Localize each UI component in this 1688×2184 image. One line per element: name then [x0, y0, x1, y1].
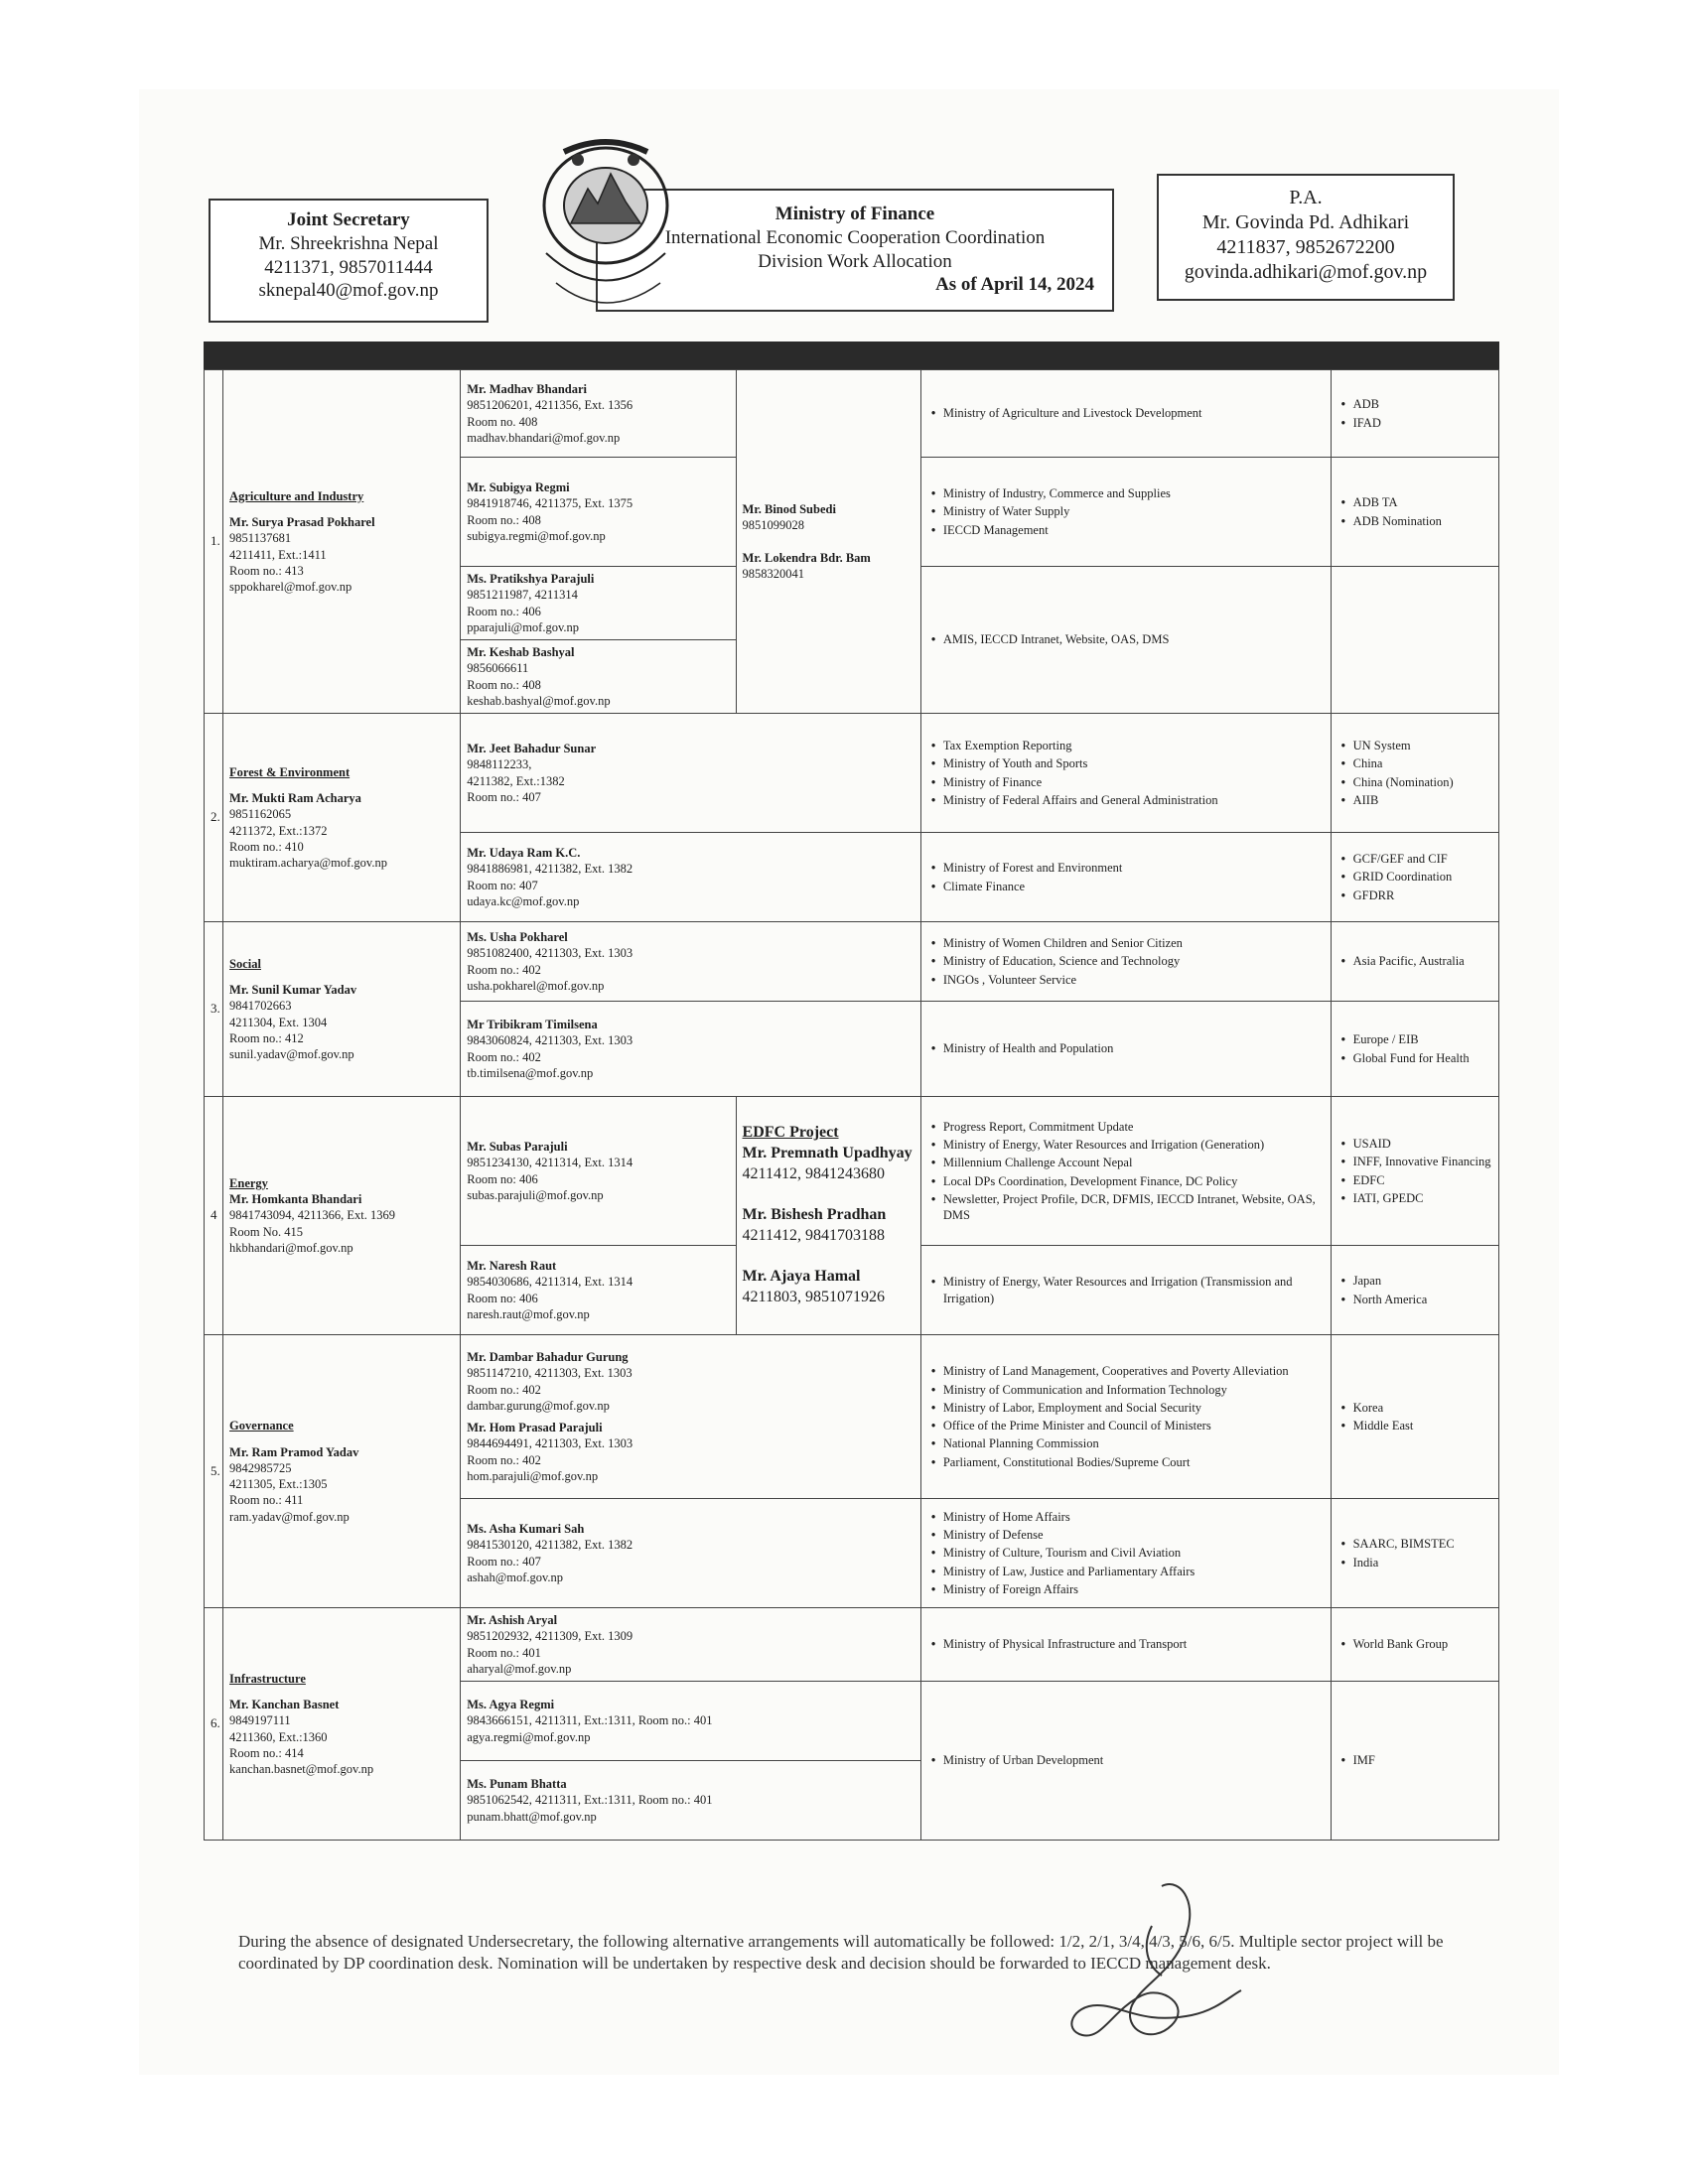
edfc-phone: 4211803, 9851071926 [742, 1289, 885, 1306]
officer-detail: punam.bhatt@mof.gov.np [467, 1809, 597, 1824]
list-item: • Japan [1353, 1273, 1492, 1289]
ministry-cell [920, 833, 1331, 922]
head-detail: hkbhandari@mof.gov.np [229, 1240, 353, 1255]
list-item: • SAARC, BIMSTEC [1353, 1536, 1492, 1552]
list-item: • Parliament, Constitutional Bodies/Supreme Court [943, 1454, 1325, 1470]
section-head-cell [223, 714, 461, 922]
list-item: • Ministry of Finance [943, 774, 1325, 790]
officer-detail: 9851062542, 4211311, Ext.:1311, Room no.: 401 [467, 1793, 713, 1808]
list-item: • Ministry of Industry, Commerce and Supplies [943, 485, 1325, 501]
officer-name: Mr. Madhav Bhandari [467, 382, 587, 396]
officer-cell [461, 1499, 921, 1608]
joint-secretary-title: Joint Secretary [287, 209, 410, 230]
work-allocation-table [204, 369, 1499, 1841]
table-row [205, 922, 1499, 1002]
ministry-cell [920, 714, 1331, 833]
officer-name: Mr. Hom Prasad Parajuli [467, 1421, 603, 1434]
officer-detail: hom.parajuli@mof.gov.np [467, 1468, 599, 1483]
table-header-bar [204, 341, 1499, 369]
table-row [205, 1097, 1499, 1246]
list-item: • USAID [1353, 1136, 1492, 1152]
officer-detail: dambar.gurung@mof.gov.np [467, 1398, 610, 1413]
officer-cell [461, 1761, 921, 1841]
list-item: • China [1353, 755, 1492, 771]
list-item: • Ministry of Culture, Tourism and Civil Aviation [943, 1545, 1325, 1561]
officer-detail: 9851206201, 4211356, Ext. 1356 [467, 398, 633, 413]
section-name: Infrastructure [229, 1671, 306, 1686]
joint-secretary-name: Mr. Shreekrishna Nepal [258, 232, 439, 254]
list-item: • Ministry of Defense [943, 1527, 1325, 1543]
section-name: Social [229, 956, 261, 971]
list-item: • Ministry of Land Management, Cooperatives and Poverty Alleviation [943, 1363, 1325, 1379]
edfc-person: Mr. Ajaya Hamal [742, 1268, 861, 1286]
head-detail: 9841702663 [229, 999, 292, 1014]
officer-cell [461, 922, 921, 1002]
section-number: 5. [205, 1335, 223, 1608]
officer-detail: Room no: 406 [467, 1291, 538, 1305]
head-detail: 4211372, Ext.:1372 [229, 823, 328, 838]
officer-cell [461, 714, 921, 833]
list-item: • Korea [1353, 1400, 1492, 1416]
undersecretary-name: Mr. Lokendra Bdr. Bam [742, 550, 871, 565]
ministry-cell [920, 1097, 1331, 1246]
officer-detail: agya.regmi@mof.gov.np [467, 1729, 591, 1744]
head-detail: 4211360, Ext.:1360 [229, 1729, 328, 1744]
signature-icon [1043, 1866, 1251, 2065]
head-name: Mr. Homkanta Bhandari [229, 1192, 362, 1207]
officer-cell [461, 640, 736, 714]
table-row [205, 714, 1499, 833]
joint-secretary-email: sknepal40@mof.gov.np [258, 280, 439, 302]
list-item: • Newsletter, Project Profile, DCR, DFMIS, IECCD Intranet, Website, OAS, DMS [943, 1191, 1325, 1224]
ministry-cell [920, 370, 1331, 458]
officer-detail: 9841530120, 4211382, Ext. 1382 [467, 1538, 633, 1553]
officer-name: Mr. Naresh Raut [467, 1259, 557, 1273]
officer-name: Ms. Usha Pokharel [467, 930, 568, 944]
head-detail: 9849197111 [229, 1713, 291, 1728]
head-detail: 4211304, Ext. 1304 [229, 1015, 328, 1029]
division-name: International Economic Cooperation Coordination [664, 226, 1046, 248]
officer-cell [461, 1246, 736, 1335]
section-name: Governance [229, 1419, 294, 1433]
head-detail: Room no.: 413 [229, 563, 304, 578]
list-item: • National Planning Commission [943, 1435, 1325, 1451]
head-detail: kanchan.basnet@mof.gov.np [229, 1762, 374, 1776]
list-item: • EDFC [1353, 1172, 1492, 1188]
dp-cell [1331, 1682, 1498, 1841]
officer-detail: 9856066611 [467, 661, 529, 676]
head-detail: Room no.: 410 [229, 839, 304, 854]
head-detail: 9851162065 [229, 807, 292, 822]
list-item: • North America [1353, 1292, 1492, 1307]
officer-name: Mr. Dambar Bahadur Gurung [467, 1350, 629, 1364]
ministry-cell [920, 1682, 1331, 1841]
dp-cell [1331, 833, 1498, 922]
head-detail: Room no.: 411 [229, 1493, 304, 1508]
undersecretary-phone: 9851099028 [742, 518, 805, 533]
ministry-cell [920, 1499, 1331, 1608]
ministry-cell [920, 567, 1331, 714]
section-name: Forest & Environment [229, 764, 351, 779]
government-seal-icon [526, 134, 685, 323]
list-item: • IATI, GPEDC [1353, 1190, 1492, 1206]
footer-note: During the absence of designated Undersecretary, the following alternative arrangements will automatically be followed: 1/2, 2/1, 3/4, 4/3, 5/6, 6/5. Multiple sector project will be coordinated by DP coordination desk. Nomination will be undertaken by respective desk and decision should be forwarded to IECCD management desk. [238, 1932, 1444, 1974]
as-of-date: As of April 14, 2024 [935, 274, 1094, 296]
section-name: Agriculture and Industry [229, 488, 364, 503]
section-name: Energy [229, 1175, 268, 1190]
dp-cell [1331, 458, 1498, 567]
list-item: • Climate Finance [943, 879, 1325, 894]
list-item: • Ministry of Urban Development [943, 1752, 1325, 1768]
list-item: • Ministry of Physical Infrastructure and Transport [943, 1636, 1325, 1652]
officer-detail: keshab.bashyal@mof.gov.np [467, 693, 611, 708]
pa-box [1157, 174, 1455, 301]
table-row [205, 1608, 1499, 1682]
list-item: • World Bank Group [1353, 1636, 1492, 1652]
head-detail: ram.yadav@mof.gov.np [229, 1509, 350, 1524]
list-item: • Global Fund for Health [1353, 1050, 1492, 1066]
officer-detail: 9851082400, 4211303, Ext. 1303 [467, 946, 633, 961]
officer-detail: 9841886981, 4211382, Ext. 1382 [467, 862, 633, 877]
officer-detail: Room no.: 408 [467, 512, 541, 527]
list-item: • GRID Coordination [1353, 869, 1492, 885]
dp-cell [1331, 1246, 1498, 1335]
document-title: Division Work Allocation [758, 250, 952, 272]
list-item: • Ministry of Communication and Information Technology [943, 1382, 1325, 1398]
officer-detail: Room no: 406 [467, 1171, 538, 1186]
officer-cell [461, 1335, 921, 1499]
list-item: • Ministry of Health and Population [943, 1040, 1325, 1056]
officer-detail: aharyal@mof.gov.np [467, 1661, 572, 1676]
list-item: • Ministry of Home Affairs [943, 1509, 1325, 1525]
undersecretary-cell [736, 370, 920, 714]
head-name: Mr. Sunil Kumar Yadav [229, 983, 357, 997]
officer-detail: Room no: 407 [467, 878, 538, 892]
list-item: • ADB TA [1353, 494, 1492, 510]
dp-cell [1331, 714, 1498, 833]
officer-detail: Room no.: 407 [467, 1554, 541, 1569]
list-item: • Ministry of Energy, Water Resources and Irrigation (Generation) [943, 1137, 1325, 1153]
list-item: • India [1353, 1555, 1492, 1570]
list-item: • Ministry of Federal Affairs and General Administration [943, 792, 1325, 808]
officer-detail: 9848112233, [467, 757, 532, 772]
officer-cell [461, 567, 736, 640]
list-item: • UN System [1353, 738, 1492, 753]
list-item: • AIIB [1353, 792, 1492, 808]
officer-name: Ms. Punam Bhatta [467, 1777, 567, 1792]
head-name: Mr. Mukti Ram Acharya [229, 791, 361, 805]
section-number: 3. [205, 922, 223, 1097]
head-detail: sppokharel@mof.gov.np [229, 580, 352, 594]
undersecretary-phone: 9858320041 [742, 566, 805, 581]
list-item: • INFF, Innovative Financing [1353, 1154, 1492, 1169]
edfc-title: EDFC Project [742, 1123, 839, 1141]
officer-detail: Room no.: 402 [467, 1452, 541, 1467]
officer-detail: subas.parajuli@mof.gov.np [467, 1187, 604, 1202]
officer-detail: 9854030686, 4211314, Ext. 1314 [467, 1275, 633, 1290]
officer-detail: Room no.: 406 [467, 604, 541, 618]
officer-cell [461, 1682, 921, 1761]
list-item: • IECCD Management [943, 522, 1325, 538]
officer-name: Mr. Subas Parajuli [467, 1140, 568, 1154]
list-item: • Europe / EIB [1353, 1031, 1492, 1047]
list-item: • ADB Nomination [1353, 513, 1492, 529]
dp-cell [1331, 567, 1498, 714]
list-item: • China (Nomination) [1353, 774, 1492, 790]
officer-detail: 9841918746, 4211375, Ext. 1375 [467, 496, 633, 511]
dp-cell [1331, 1499, 1498, 1608]
ministry-cell [920, 922, 1331, 1002]
list-item: • Tax Exemption Reporting [943, 738, 1325, 753]
edfc-phone: 4211412, 9841243680 [742, 1164, 885, 1182]
list-item: • Progress Report, Commitment Update [943, 1119, 1325, 1135]
officer-name: Mr Tribikram Timilsena [467, 1018, 598, 1031]
edfc-person: Mr. Bishesh Pradhan [742, 1206, 887, 1224]
head-detail: Room no.: 414 [229, 1745, 304, 1760]
edfc-person: Mr. Premnath Upadhyay [742, 1144, 913, 1161]
officer-detail: ashah@mof.gov.np [467, 1570, 564, 1584]
list-item: • Ministry of Law, Justice and Parliamentary Affairs [943, 1564, 1325, 1579]
head-detail: 9842985725 [229, 1460, 292, 1475]
officer-detail: Room no.: 402 [467, 1382, 541, 1397]
officer-detail: Room no.: 401 [467, 1645, 541, 1660]
head-name: Mr. Surya Prasad Pokharel [229, 515, 375, 529]
head-detail: muktiram.acharya@mof.gov.np [229, 856, 387, 870]
list-item: • Millennium Challenge Account Nepal [943, 1155, 1325, 1170]
head-name: Mr. Kanchan Basnet [229, 1698, 340, 1711]
head-detail: 9851137681 [229, 531, 292, 546]
section-head-cell [223, 1097, 461, 1335]
head-detail: sunil.yadav@mof.gov.np [229, 1047, 354, 1061]
list-item: • GCF/GEF and CIF [1353, 851, 1492, 867]
officer-name: Mr. Jeet Bahadur Sunar [467, 742, 597, 755]
list-item: • INGOs , Volunteer Service [943, 972, 1325, 988]
list-item: • Middle East [1353, 1418, 1492, 1433]
pa-phone: 4211837, 9852672200 [1216, 236, 1395, 258]
officer-name: Mr. Ashish Aryal [467, 1613, 558, 1627]
officer-detail: madhav.bhandari@mof.gov.np [467, 430, 621, 445]
officer-detail: pparajuli@mof.gov.np [467, 619, 580, 634]
dp-cell [1331, 1097, 1498, 1246]
officer-cell [461, 1002, 921, 1097]
dp-cell [1331, 922, 1498, 1002]
section-head-cell [223, 922, 461, 1097]
officer-detail: 9851211987, 4211314 [467, 588, 578, 603]
officer-detail: 9851147210, 4211303, Ext. 1303 [467, 1366, 633, 1381]
ministry-cell [920, 1246, 1331, 1335]
dp-cell [1331, 370, 1498, 458]
officer-detail: 9851234130, 4211314, Ext. 1314 [467, 1156, 633, 1170]
edfc-project-cell [736, 1097, 920, 1335]
ministry-cell [920, 1002, 1331, 1097]
officer-detail: 4211382, Ext.:1382 [467, 773, 565, 788]
list-item: • Ministry of Youth and Sports [943, 755, 1325, 771]
ministry-cell [920, 1335, 1331, 1499]
head-name: Mr. Ram Pramod Yadav [229, 1444, 359, 1459]
officer-detail: Room no.: 408 [467, 677, 541, 692]
section-number: 1. [205, 370, 223, 714]
section-number: 4 [205, 1097, 223, 1335]
ministry-title: Ministry of Finance [774, 204, 935, 224]
list-item: • Office of the Prime Minister and Council of Ministers [943, 1418, 1325, 1433]
head-detail: Room No. 415 [229, 1224, 304, 1239]
officer-name: Mr. Subigya Regmi [467, 480, 570, 494]
list-item: • Ministry of Water Supply [943, 503, 1325, 519]
undersecretary-name: Mr. Binod Subedi [742, 501, 836, 516]
table-row [205, 370, 1499, 458]
head-detail: 4211305, Ext.:1305 [229, 1477, 328, 1491]
list-item: • Ministry of Education, Science and Technology [943, 953, 1325, 969]
ministry-cell [920, 458, 1331, 567]
list-item: • IFAD [1353, 415, 1492, 431]
officer-detail: naresh.raut@mof.gov.np [467, 1306, 590, 1321]
list-item: • Ministry of Women Children and Senior Citizen [943, 935, 1325, 951]
section-number: 6. [205, 1608, 223, 1841]
officer-detail: subigya.regmi@mof.gov.np [467, 528, 606, 543]
section-number: 2. [205, 714, 223, 922]
ministry-cell [920, 1608, 1331, 1682]
officer-detail: 9843666151, 4211311, Ext.:1311, Room no.: 401 [467, 1713, 713, 1728]
officer-detail: 9844694491, 4211303, Ext. 1303 [467, 1436, 633, 1451]
list-item: • Ministry of Foreign Affairs [943, 1581, 1325, 1597]
dp-cell [1331, 1002, 1498, 1097]
officer-detail: Room no.: 402 [467, 1049, 541, 1064]
officer-name: Ms. Asha Kumari Sah [467, 1522, 585, 1536]
head-detail: Room no.: 412 [229, 1030, 304, 1045]
officer-detail: Room no.: 402 [467, 962, 541, 977]
officer-name: Ms. Agya Regmi [467, 1698, 555, 1712]
list-item: • Ministry of Agriculture and Livestock Development [943, 405, 1325, 421]
list-item: • Asia Pacific, Australia [1353, 953, 1492, 969]
officer-name: Mr. Keshab Bashyal [467, 645, 575, 659]
officer-detail: 9843060824, 4211303, Ext. 1303 [467, 1033, 633, 1048]
list-item: • Local DPs Coordination, Development Finance, DC Policy [943, 1173, 1325, 1189]
officer-detail: udaya.kc@mof.gov.np [467, 893, 580, 908]
section-head-cell [223, 370, 461, 714]
list-item: • Ministry of Labor, Employment and Social Security [943, 1400, 1325, 1416]
joint-secretary-box [209, 199, 489, 323]
pa-title: P.A. [1289, 187, 1323, 208]
officer-detail: Room no.: 407 [467, 789, 541, 804]
list-item: • ADB [1353, 396, 1492, 412]
officer-name: Ms. Pratikshya Parajuli [467, 572, 595, 586]
pa-name: Mr. Govinda Pd. Adhikari [1201, 211, 1410, 233]
head-detail: 9841743094, 4211366, Ext. 1369 [229, 1208, 395, 1223]
pa-email: govinda.adhikari@mof.gov.np [1184, 261, 1428, 283]
officer-cell [461, 458, 736, 567]
officer-cell [461, 370, 736, 458]
table-row [205, 1335, 1499, 1499]
list-item: • GFDRR [1353, 887, 1492, 903]
dp-cell [1331, 1608, 1498, 1682]
head-detail: 4211411, Ext.:1411 [229, 547, 327, 562]
officer-name: Mr. Udaya Ram K.C. [467, 846, 581, 860]
officer-detail: usha.pokharel@mof.gov.np [467, 978, 605, 993]
list-item: • IMF [1353, 1752, 1492, 1768]
section-head-cell [223, 1335, 461, 1608]
officer-cell [461, 833, 921, 922]
officer-detail: 9851202932, 4211309, Ext. 1309 [467, 1629, 633, 1644]
list-item: • Ministry of Forest and Environment [943, 860, 1325, 876]
officer-detail: Room no. 408 [467, 414, 538, 429]
officer-detail: tb.timilsena@mof.gov.np [467, 1065, 594, 1080]
section-head-cell [223, 1608, 461, 1841]
list-item: • Ministry of Energy, Water Resources and Irrigation (Transmission and Irrigation) [943, 1274, 1325, 1306]
list-item: • AMIS, IECCD Intranet, Website, OAS, DMS [943, 631, 1325, 647]
edfc-phone: 4211412, 9841703188 [742, 1226, 885, 1244]
officer-cell [461, 1608, 921, 1682]
dp-cell [1331, 1335, 1498, 1499]
officer-cell [461, 1097, 736, 1246]
joint-secretary-phone: 4211371, 9857011444 [264, 256, 433, 278]
